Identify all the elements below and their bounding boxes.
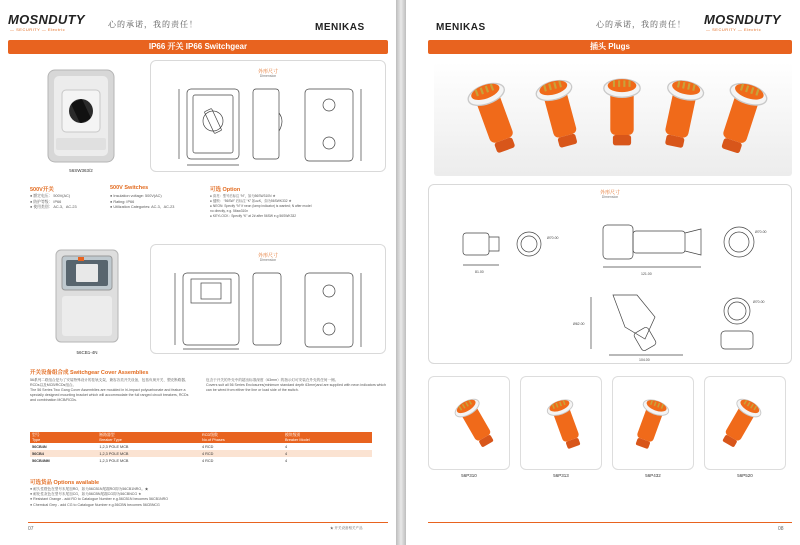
dimension-drawing bbox=[433, 203, 789, 361]
dimension-title: 外形尺寸 bbox=[257, 253, 278, 259]
page-number: 08 bbox=[778, 526, 784, 532]
plugs-hero-photo bbox=[434, 62, 792, 176]
footer-note: ★ 开关设备相关产品 bbox=[330, 526, 363, 530]
table-cell: 4 bbox=[285, 458, 288, 463]
book-gutter bbox=[396, 0, 406, 545]
dimension-title: 外形尺寸 bbox=[599, 190, 620, 196]
spec-en-item: ● Rating: IP66 bbox=[110, 199, 135, 204]
plug-card bbox=[704, 376, 786, 470]
table-cell: 4 bbox=[283, 450, 372, 457]
spec-en-title: 500V Switches bbox=[110, 185, 149, 191]
dimension-card bbox=[428, 184, 792, 364]
assembly-table bbox=[30, 432, 372, 464]
dimension-label: Ø70.00 bbox=[753, 300, 765, 304]
option-item: ● Chemical Grey - add CG to Catalogue Number e.g.56CBN becomes 56CBNCG bbox=[30, 502, 160, 507]
table-cell: 1,2,3 POLE MCB bbox=[99, 444, 129, 449]
dimension-subtitle: Dimension bbox=[259, 74, 277, 78]
dimension-label: Ø70.00 bbox=[547, 236, 559, 240]
dimension-card bbox=[150, 60, 386, 172]
table-cell: 1,2,3 POLE MCB bbox=[99, 458, 129, 463]
plug-label: 56P520 bbox=[737, 473, 753, 478]
plug-photo bbox=[717, 391, 775, 453]
table-cell: 4 RCD bbox=[201, 458, 214, 463]
plug-card bbox=[520, 376, 602, 470]
slogan: 心的承诺，我的责任！ bbox=[108, 20, 198, 29]
plug-card bbox=[612, 376, 694, 470]
option-item: no directly, e.g. 56sw310n bbox=[210, 209, 249, 213]
table-row bbox=[30, 443, 372, 450]
dimension-label: 121.00 bbox=[641, 272, 652, 276]
option-title: 可选 Option bbox=[210, 187, 241, 193]
table-header-cell: RCD级数 No.of Phases bbox=[200, 432, 283, 443]
dimension-drawing bbox=[165, 267, 375, 351]
dimension-label: 81.00 bbox=[475, 270, 484, 274]
option-item: ● NEON: Specify “N” if neon (lamp indicator) is wanted; N after model bbox=[210, 204, 312, 208]
table-cell: 56CB4NM bbox=[32, 458, 50, 463]
footer-divider bbox=[428, 522, 792, 523]
table-cell: 1,2,3 POLE MCB bbox=[97, 450, 200, 457]
table-cell: 4 bbox=[285, 444, 288, 449]
slogan: 心的承诺，我的责任！ bbox=[596, 20, 686, 29]
breaker-enclosure-photo bbox=[52, 248, 122, 344]
dimension-subtitle: Dimension bbox=[601, 195, 619, 199]
spec-cn-item: ● 额定电压： 500V(AC) bbox=[30, 194, 71, 198]
brand-logo: MOSNDUTY bbox=[704, 12, 781, 27]
options-available-title: 可选货品 Options available bbox=[30, 480, 100, 486]
table-cell: 56CB4N bbox=[32, 444, 47, 449]
brand-subtitle: — SECURITY — Electric bbox=[10, 27, 66, 32]
plug-card bbox=[428, 376, 510, 470]
menikas-logo: MENIKAS bbox=[315, 22, 365, 33]
option-item: ● 键锁： “56SW” 后标注 “K” 如≥≥K，如为56SWK332 ★ bbox=[210, 199, 292, 203]
product-label: 56CB1-4N bbox=[76, 350, 98, 355]
left-page bbox=[0, 0, 396, 545]
product-label: 56SW363/2 bbox=[69, 168, 93, 173]
dimension-subtitle: Dimension bbox=[259, 258, 277, 262]
page-number: 07 bbox=[28, 526, 34, 532]
plug-photo bbox=[441, 391, 499, 453]
table-header-cell: 模块级别 Breaker Model bbox=[283, 432, 372, 443]
assembly-title: 开关设备组合成 Switchgear Cover Assemblies bbox=[30, 370, 149, 376]
table-cell: 4 RCD bbox=[201, 444, 214, 449]
table-header-cell: 断路器型 Breaker Type bbox=[97, 432, 200, 443]
option-item: ● 耐久性橙色在型号末尾加RO，如为56CB1N尾端RO即为56CB1NRO。★ bbox=[30, 487, 149, 491]
assembly-text-en: Covers suit all 56 Series Enclosures(minimum standard depth 63mm)and are supplied with neon indicators which can be wired from either the line or load side of the switch. bbox=[206, 383, 386, 392]
dimension-label: Ø62.00 bbox=[573, 322, 585, 326]
option-item: ● 耐化性灰色在型号末尾加CG，如为56CBN尾端CG即为56CBNCG ★ bbox=[30, 492, 142, 497]
table-cell: 4 RCD bbox=[200, 450, 283, 457]
switch-photo bbox=[42, 68, 120, 166]
assembly-text-en: The 56 Series Two Gang Cover Assemblies are moulded in hi-impact polycarbonate and feature a specially designed mounting bracket which will accommodate the full ranged circuit breakers, RCDs and combination MCB/RCDs. bbox=[30, 388, 189, 402]
spec-cn-item: ● 使用类别： AC-3、AC-23 bbox=[30, 205, 77, 209]
table-row bbox=[30, 450, 372, 457]
assembly-text-cn: 包含于开关的外壳中的超出标准深度（63mm）的指示灯可安装在外壳的任何一侧。 bbox=[206, 378, 339, 382]
spec-en-list bbox=[110, 194, 200, 211]
menikas-logo: MENIKAS bbox=[436, 22, 486, 33]
section-banner: IP66 开关 IP66 Switchgear bbox=[8, 40, 388, 54]
option-list bbox=[210, 194, 388, 219]
assembly-body-right bbox=[206, 378, 386, 393]
footer-divider bbox=[28, 522, 388, 523]
option-item: ● KEYLOCK : Specify “K” at 2# after 56SW e.g 56SWK332 bbox=[210, 214, 297, 218]
plug-photo bbox=[533, 391, 591, 453]
dimension-card bbox=[150, 244, 386, 354]
table-row bbox=[30, 457, 372, 464]
spec-cn-list bbox=[30, 194, 108, 211]
brand-subtitle: — SECURITY — Electric bbox=[706, 27, 762, 32]
table-cell: 56CB4 bbox=[30, 450, 97, 457]
brand-logo: MOSNDUTY bbox=[8, 12, 85, 27]
options-available-list bbox=[30, 487, 370, 508]
plug-photo bbox=[625, 391, 683, 453]
plug-label: 56P313 bbox=[553, 473, 569, 478]
assembly-text-cn: 56系列二联组合是为了安装特殊设计的挂轨支架，兼容各类开关设备，包括负荷开关、塑壳断路器、RCDs以及MCB/RCDs组合。 bbox=[30, 378, 189, 387]
spec-en-item: ● Insulation voltage: 500V(AC) bbox=[110, 194, 162, 198]
dimension-label: 104.00 bbox=[639, 358, 650, 361]
spec-en-item: ● Utilization Categories: AC-3、AC-23 bbox=[110, 205, 175, 209]
assembly-body-left bbox=[30, 378, 190, 403]
option-item: ● Resistant Orange - add RO to Catalogue Number e.g.56CB1N becomes 56CB1NRO bbox=[30, 497, 169, 502]
section-banner: 插头 Plugs bbox=[428, 40, 792, 54]
table-header-row bbox=[30, 432, 372, 443]
plug-label: 56P310 bbox=[461, 473, 477, 478]
dimension-drawing bbox=[165, 83, 375, 169]
table-header-cell: 型号 Type bbox=[30, 432, 97, 443]
plug-label: 56P432 bbox=[645, 473, 661, 478]
dimension-title: 外形尺寸 bbox=[257, 69, 278, 75]
spec-cn-item: ● 防护等级： IP66 bbox=[30, 199, 62, 204]
option-item: ● 高亮：型号后标注 “N”，如为56SW310N ★ bbox=[210, 194, 276, 198]
dimension-label: Ø70.00 bbox=[755, 230, 767, 234]
right-page bbox=[406, 0, 800, 545]
spec-cn-title: 500V开关 bbox=[30, 187, 54, 193]
